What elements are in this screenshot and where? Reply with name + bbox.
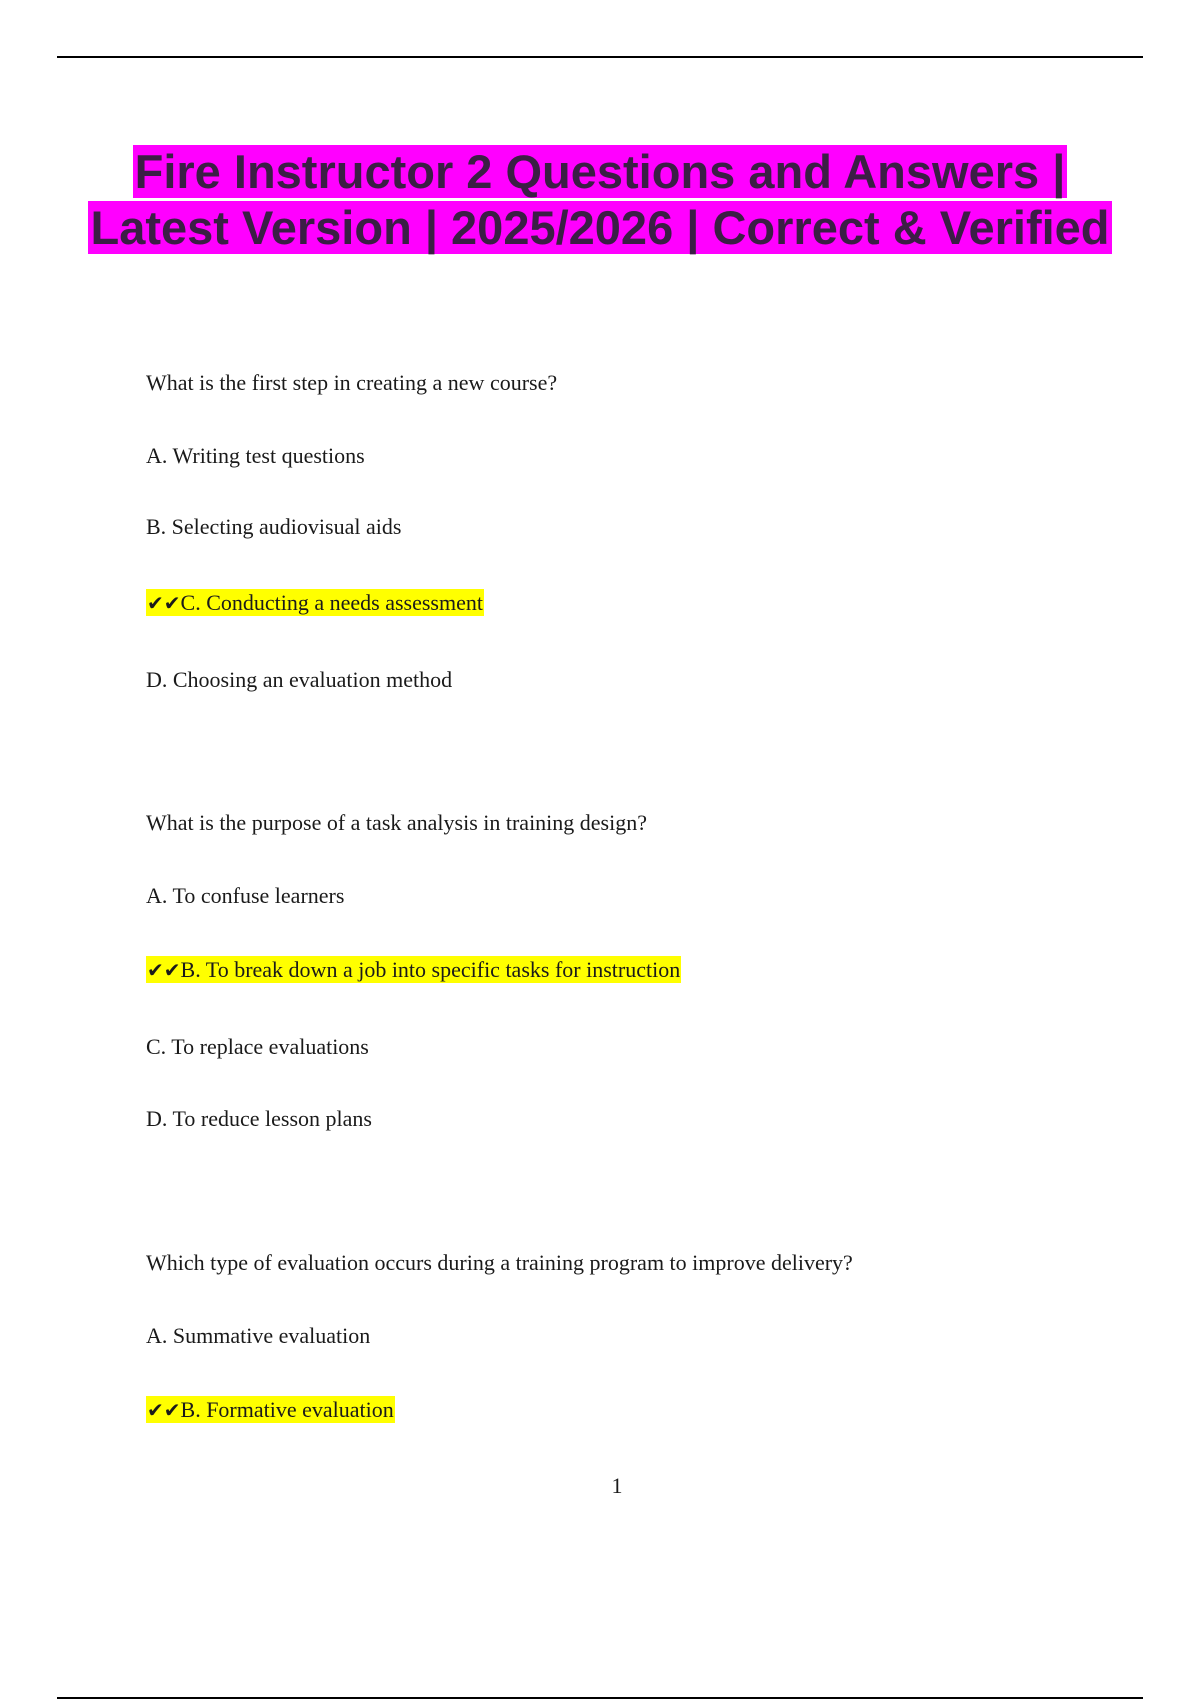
question-3-prompt: Which type of evaluation occurs during a training program to improve delivery? <box>146 1250 853 1275</box>
question-2-option-d: D. To reduce lesson plans <box>146 1106 372 1131</box>
question-3-correct-answer <box>146 1396 395 1424</box>
question-1-prompt: What is the first step in creating a new course? <box>146 370 558 395</box>
question-3-option-b: B. Formative evaluation <box>180 1397 394 1422</box>
question-3-option-a: A. Summative evaluation <box>146 1323 371 1348</box>
check-mark-icon: ✔✔ <box>147 958 181 982</box>
title-text: Fire Instructor 2 Questions and Answers | Latest Version | 2025/2026 | Correct & Verified <box>90 145 1110 254</box>
question-2-option-a: A. To confuse learners <box>146 883 345 908</box>
check-mark-icon: ✔✔ <box>147 591 181 615</box>
question-2-option-c: C. To replace evaluations <box>146 1034 369 1059</box>
page-number: 1 <box>611 1473 623 1498</box>
top-rule <box>57 56 1143 58</box>
answer-highlight <box>146 589 484 616</box>
question-1-option-c: C. Conducting a needs assessment <box>180 590 483 615</box>
check-mark-icon: ✔✔ <box>147 1398 181 1422</box>
question-1-option-d: D. Choosing an evaluation method <box>146 667 453 692</box>
question-1-option-a: A. Writing test questions <box>146 443 365 468</box>
document-title <box>60 144 1140 256</box>
question-2-option-b: B. To break down a job into specific tasks for instruction <box>180 957 681 982</box>
question-1-correct-answer <box>146 589 484 617</box>
answer-highlight <box>146 956 681 983</box>
question-2-correct-answer <box>146 956 681 984</box>
question-1-option-b: B. Selecting audiovisual aids <box>146 514 402 539</box>
answer-highlight <box>146 1396 395 1423</box>
question-2-prompt: What is the purpose of a task analysis in training design? <box>146 810 647 835</box>
bottom-rule <box>57 1697 1143 1699</box>
